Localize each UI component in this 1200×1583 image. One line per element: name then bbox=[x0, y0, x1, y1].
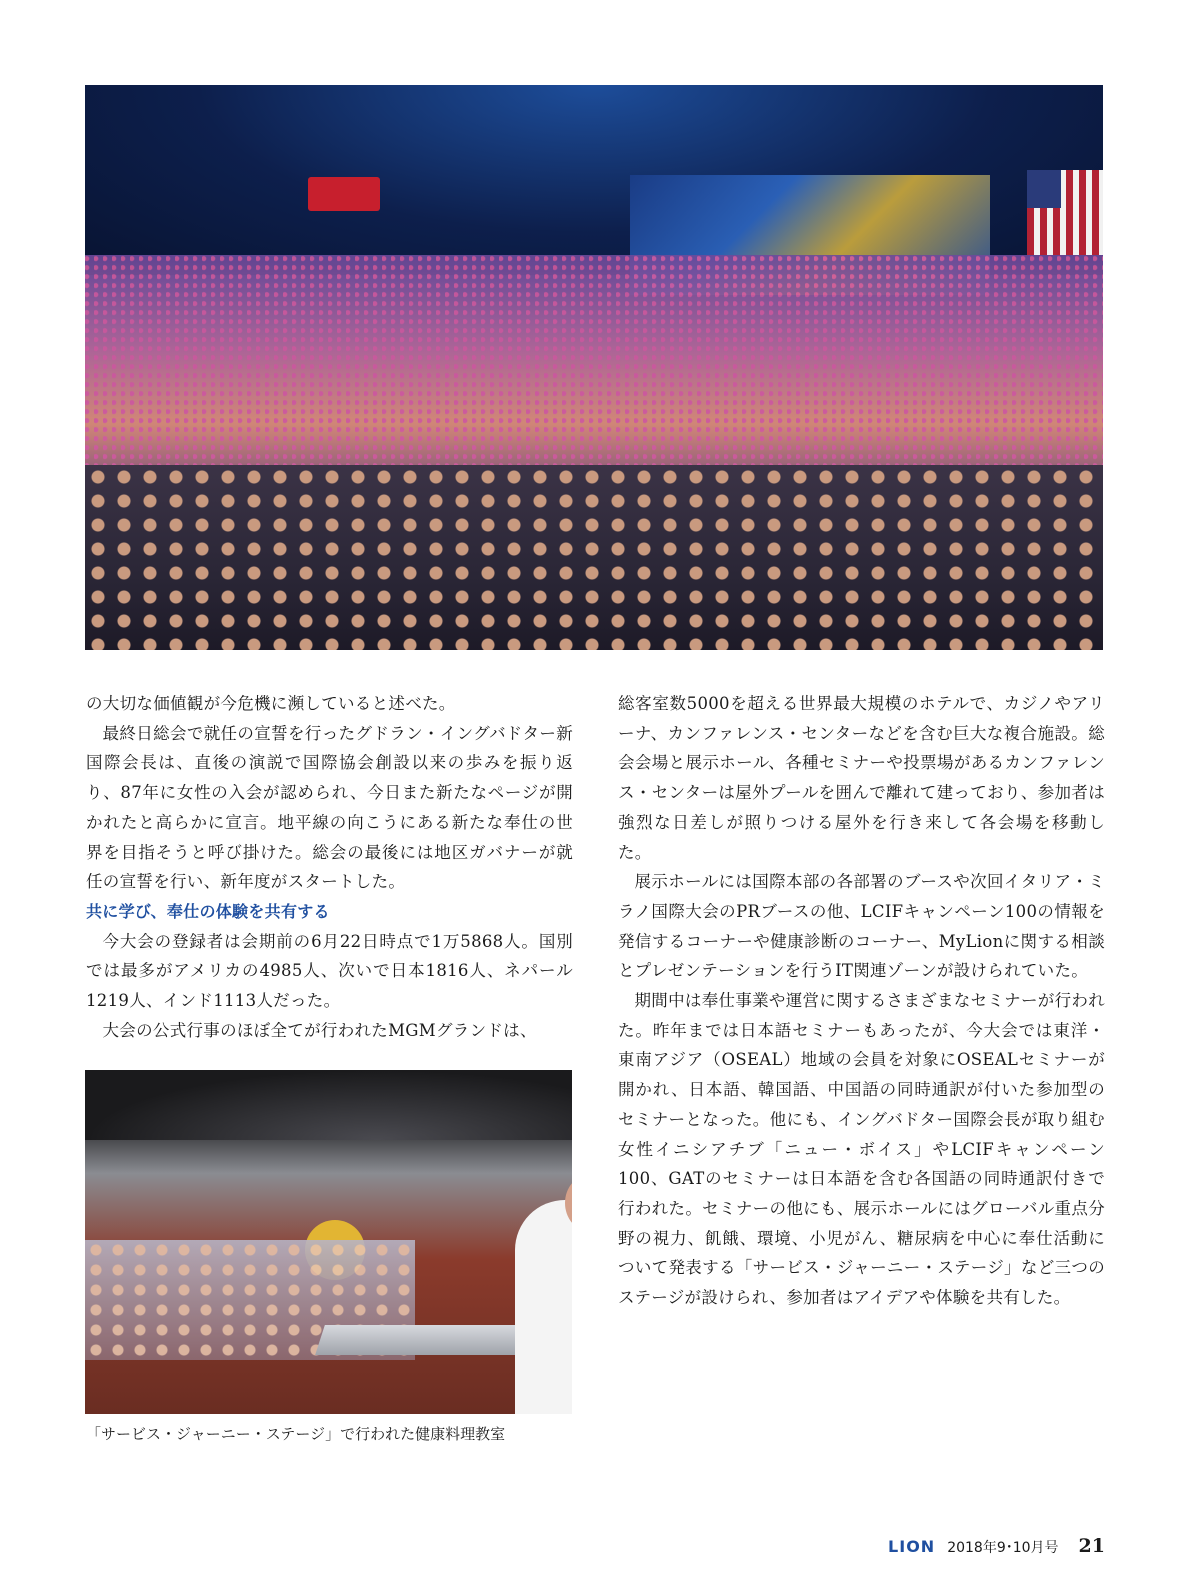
paragraph: 大会の公式行事のほぼ全てが行われたMGMグランドは、 bbox=[102, 1020, 537, 1040]
cooking-table bbox=[315, 1325, 535, 1355]
issue-label: 2018年9･10月号 bbox=[947, 1540, 1059, 1556]
arena-crowd bbox=[85, 465, 1103, 650]
paragraph: 期間中は奉仕事業や運営に関するさまざまなセミナーが行われた。昨年までは日本語セミナーもあったが、今大会では東洋・東南アジア（OSEAL）地域の会員を対象にOSEALセミナーが開かれ、日本語、韓国語、中国語の同時通訳が付いた参加型のセミナーとなった。他にも、イングバドター国際会長が取り組む女性イニシアチブ「ニュー・ボイス」やLCIFキャンペーン100、GATのセミナーは日本語を含む各国語の同時通訳付きで行われた。セミナーの他にも、展示ホールにはグローバル重点分野の視力、飢餓、環境、小児がん、糖尿病を中心に奉仕活動について発表する「サービス・ジャーニー・ステージ」など三つのステージが設けられ、参加者はアイデアや体験を共有した。 bbox=[618, 991, 1105, 1308]
paragraph: 展示ホールには国際本部の各部署のブースや次回イタリア・ミラノ国際大会のPRブースの他、LCIFキャンペーン100の情報を発信するコーナーや健康診断のコーナー、MyLionに関する相談とプレゼンテーションを行うIT関連ゾーンが設けられていた。 bbox=[618, 872, 1105, 981]
page-footer bbox=[888, 1535, 1105, 1557]
arena-stands bbox=[85, 255, 1103, 495]
arena-sign bbox=[308, 177, 380, 211]
chef-figure bbox=[515, 1200, 572, 1414]
page-number: 21 bbox=[1078, 1535, 1105, 1557]
magazine-name: LION bbox=[888, 1537, 936, 1556]
paragraph: の大切な価値観が今危機に瀕していると述べた。 bbox=[86, 694, 456, 713]
us-flag bbox=[1027, 170, 1103, 255]
article-column-right bbox=[618, 689, 1105, 1313]
section-heading: 共に学び、奉仕の体験を共有する bbox=[86, 901, 330, 921]
arena-crowd-photo bbox=[85, 85, 1103, 650]
paragraph: 今大会の登録者は会期前の6月22日時点で1万5868人。国別では最多がアメリカの4985人、次いで日本1816人、ネパール1219人、インド1113人だった。 bbox=[86, 931, 573, 1011]
paragraph: 最終日総会で就任の宣誓を行ったグドラン・イングバドター新国際会長は、直後の演説で国際協会創設以来の歩みを振り返り、87年に女性の入会が認められ、今日また新たなページが開かれたと高らかに宣言。地平線の向こうにある新たな奉仕の世界を目指そうと呼び掛けた。総会の最後には地区ガバナーが就任の宣誓を行い、新年度がスタートした。 bbox=[86, 723, 573, 892]
cooking-demo-photo bbox=[85, 1070, 572, 1414]
hall-ceiling bbox=[85, 1070, 572, 1140]
photo-caption: 「サービス・ジャーニー・ステージ」で行われた健康料理教室 bbox=[86, 1425, 506, 1443]
paragraph: 総客室数5000を超える世界最大規模のホテルで、カジノやアリーナ、カンファレンス・センターなどを含む巨大な複合施設。総会会場と展示ホール、各種セミナーや投票場があるカンファレンス・センターは屋外プールを囲んで離れて建っており、参加者は強烈な日差しが照りつける屋外を行き来して各会場を移動した。 bbox=[618, 694, 1105, 862]
article-column-left bbox=[86, 689, 573, 1045]
